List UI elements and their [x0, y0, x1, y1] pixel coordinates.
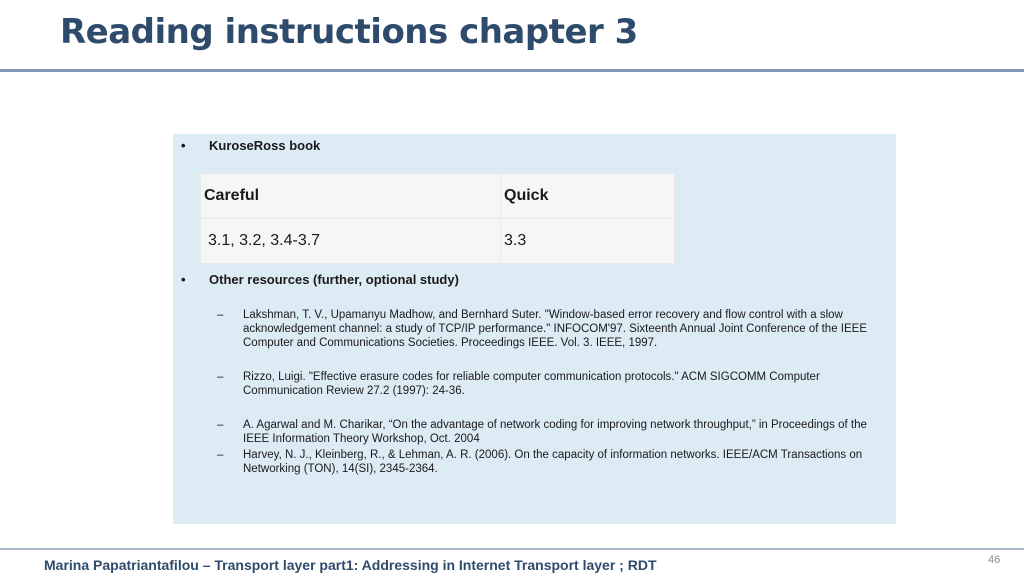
dash-marker: –: [217, 309, 224, 321]
table-cell-careful: 3.1, 3.2, 3.4-3.7: [201, 219, 501, 264]
table-header-row: [201, 174, 675, 219]
bullet-text: Other resources (further, optional study): [209, 272, 459, 287]
reference-item: [217, 448, 887, 476]
reference-item: [217, 308, 887, 350]
reference-text: Harvey, N. J., Kleinberg, R., & Lehman, A. R. (2006). On the capacity of information networks. IEEE/ACM Transactions on Networking (TON), 14(SI), 2345-2364.: [243, 449, 863, 475]
reference-text: A. Agarwal and M. Charikar, “On the advantage of network coding for improving network throughput,” in Proceedings of the IEEE Information Theory Workshop, Oct. 2004: [243, 419, 867, 445]
bullet-dot: •: [181, 138, 186, 153]
dash-marker: –: [217, 449, 224, 461]
title-divider: [0, 69, 1024, 72]
page-number: 46: [988, 554, 1001, 566]
bullet-text: KuroseRoss book: [209, 138, 321, 153]
dash-marker: –: [217, 419, 224, 431]
footer-text: Marina Papatriantafilou – Transport layer part1: Addressing in Internet Transport layer ; RDT: [44, 557, 657, 573]
dash-marker: –: [217, 371, 224, 383]
bullet-dot: •: [181, 272, 186, 287]
table-cell-quick: 3.3: [501, 219, 675, 264]
table-header-careful: Careful: [201, 174, 501, 219]
footer-divider: [0, 548, 1024, 550]
content-panel: [173, 134, 896, 524]
table-row: [201, 219, 675, 264]
reference-text: Lakshman, T. V., Upamanyu Madhow, and Bernhard Suter. "Window-based error recovery and flow control with a slow acknowledgement channel: a study of TCP/IP performance." INFOCOM'97. Sixteenth Annual Joint Conference of the IEEE Computer and Communications Societies. Proceedings IEEE. Vol. 3. IEEE, 1997.: [243, 309, 867, 349]
reference-list: [217, 308, 887, 476]
table-header-quick: Quick: [501, 174, 675, 219]
slide-title: Reading instructions chapter 3: [60, 12, 638, 52]
reference-item: [217, 418, 887, 446]
reference-item: [217, 370, 887, 398]
reference-text: Rizzo, Luigi. "Effective erasure codes for reliable computer communication protocols." ACM SIGCOMM Computer Communication Review 27.2 (1997): 24-36.: [243, 371, 820, 397]
reading-table: [200, 173, 675, 264]
